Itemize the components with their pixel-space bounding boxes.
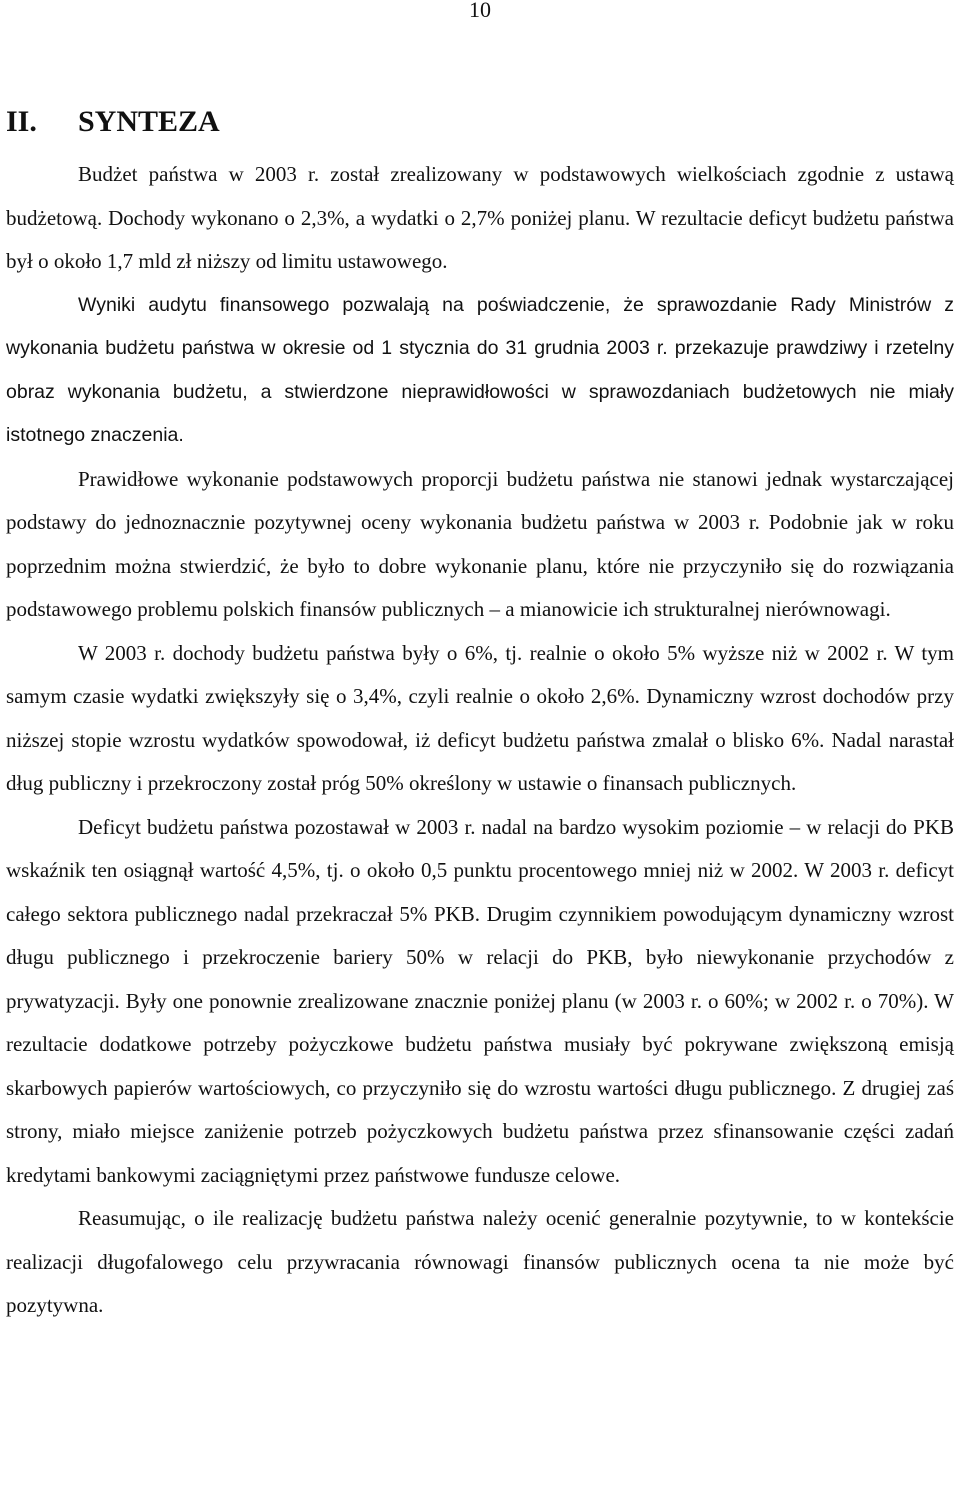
paragraph-deficit: Deficyt budżetu państwa pozostawał w 2003 r. nadal na bardzo wysokim poziomie – w relacji do PKB wskaźnik ten osiągnął wartość 4,5%, tj. o około 0,5 punktu procentowego mniej niż w 2002. W 2003 r. deficyt całego sektora publicznego nadal przekraczał 5% PKB. Drugim czynnikiem powodującym dynamiczny wzrost długu publicznego i przekroczenie bariery 50% w relacji do PKB, było niewykonanie przychodów z prywatyzacji. Były one ponownie zrealizowane znacznie poniżej planu (w 2003 r. o 60%; w 2002 r. o 70%). W rezultacie dodatkowe potrzeby pożyczkowe budżetu państwa musiały być pokrywane zwiększoną emisją skarbowych papierów wartościowych, co przyczyniło się do wzrostu wartości długu publicznego. Z drugiej zaś strony, miało miejsce zaniżenie potrzeb pożyczkowych budżetu państwa przez sfinansowanie części zadań kredytami bankowymi zaciągniętymi przez państwowe fundusze celowe. (6, 814, 954, 1187)
paragraph-budget-summary: Budżet państwa w 2003 r. został zrealizowany w podstawowych wielkościach zgodnie z ustawą budżetową. Dochody wykonano o 2,3%, a wydatki o 2,7% poniżej planu. W rezultacie deficyt budżetu państwa był o około 1,7 mld zł niższy od limitu ustawowego. (6, 162, 954, 273)
page-number: 10 (469, 0, 491, 22)
paragraph-audit-results: Wyniki audytu finansowego pozwalają na poświadczenie, że sprawozdanie Rady Ministrów z wykonania budżetu państwa w okresie od 1 stycznia do 31 grudnia 2003 r. przekazuje prawdziwy i rzetelny obraz wykonania budżetu, a stwierdzone nieprawidłowości w sprawozdaniach budżetowych nie miały istotnego znaczenia. (6, 293, 954, 446)
paragraph-revenue-growth: W 2003 r. dochody budżetu państwa były o 6%, tj. realnie o około 5% wyższe niż w 2002 r. W tym samym czasie wydatki zwiększyły się o 3,4%, czyli realnie o około 2,6%. Dynamiczny wzrost dochodów przy niższej stopie wzrostu wydatków spowodował, iż deficyt budżetu państwa zmalał o blisko 6%. Nadal narastał dług publiczny i przekroczony został próg 50% określony w ustawie o finansach publicznych. (6, 640, 954, 795)
section-number: II. (6, 105, 37, 139)
document-body (6, 153, 954, 1328)
section-title: SYNTEZA (78, 105, 220, 139)
paragraph-conclusion: Reasumując, o ile realizację budżetu państwa należy ocenić generalnie pozytywnie, to w kontekście realizacji długofalowego celu przywracania równowagi finansów publicznych ocena ta nie może być pozytywna. (6, 1206, 954, 1317)
section-heading (6, 102, 220, 142)
paragraph-proportions: Prawidłowe wykonanie podstawowych proporcji budżetu państwa nie stanowi jednak wystarczającej podstawy do jednoznacznie pozytywnej oceny wykonania budżetu państwa w 2003 r. Podobnie jak w roku poprzednim można stwierdzić, że było to dobre wykonanie planu, które nie przyczyniło się do rozwiązania podstawowego problemu polskich finansów publicznych – a mianowicie ich strukturalnej nierównowagi. (6, 466, 954, 621)
